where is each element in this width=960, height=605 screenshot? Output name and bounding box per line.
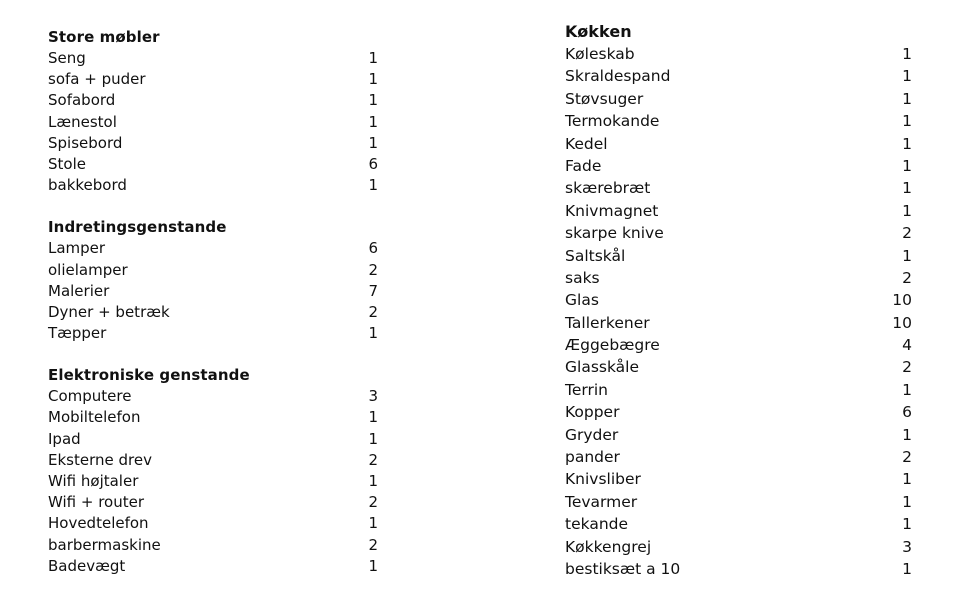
item-quantity: 2 (368, 450, 378, 469)
item-name: Knivmagnet (565, 201, 659, 220)
item-quantity: 1 (902, 425, 912, 444)
item-quantity: 1 (368, 49, 378, 67)
item-row (48, 450, 378, 471)
item-quantity: 1 (368, 556, 378, 575)
item-quantity: 7 (368, 281, 378, 300)
item-name: Mobiltelefon (48, 408, 141, 427)
item-row (48, 386, 378, 407)
item-name: Seng (48, 49, 86, 67)
item-quantity: 1 (368, 472, 378, 490)
item-quantity: 2 (902, 268, 912, 287)
item-quantity: 1 (368, 429, 378, 448)
section-koekken (565, 21, 912, 580)
item-row (565, 133, 912, 155)
item-name: Glasskåle (565, 358, 640, 377)
item-quantity: 1 (902, 492, 912, 511)
item-quantity: 1 (902, 112, 912, 131)
item-row (565, 245, 912, 267)
item-row (565, 177, 912, 199)
item-row (565, 356, 912, 378)
item-name: Wifi + router (48, 493, 145, 512)
item-name: saks (565, 268, 600, 287)
item-name: Termokande (565, 112, 660, 131)
item-quantity: 1 (902, 89, 912, 108)
item-row (565, 491, 912, 513)
item-quantity: 1 (902, 246, 912, 265)
item-name: Spisebord (48, 133, 123, 152)
item-row (48, 112, 378, 133)
item-name: Tevarmer (565, 492, 638, 511)
item-row (565, 110, 912, 132)
item-name: Fade (565, 156, 602, 175)
item-quantity: 6 (368, 239, 378, 258)
item-quantity: 1 (902, 515, 912, 534)
item-row (48, 133, 378, 154)
item-name: Sofabord (48, 91, 116, 110)
item-row (565, 267, 912, 289)
item-name: Saltskål (565, 246, 626, 265)
item-name: Køkkengrej (565, 537, 652, 556)
item-quantity: 3 (368, 387, 378, 406)
item-quantity: 1 (902, 134, 912, 153)
item-row (48, 429, 378, 450)
item-quantity: 1 (368, 133, 378, 152)
item-row (565, 334, 912, 356)
item-row (48, 238, 378, 259)
item-name: Computere (48, 387, 132, 406)
item-name: tekande (565, 515, 629, 534)
item-quantity: 6 (902, 403, 912, 422)
item-row (565, 513, 912, 535)
section-title: Store møbler (48, 28, 160, 46)
item-name: Kopper (565, 403, 620, 422)
item-name: Malerier (48, 281, 110, 300)
item-quantity: 2 (368, 302, 378, 321)
item-row (48, 535, 378, 556)
item-name: pander (565, 448, 620, 467)
item-row (565, 155, 912, 177)
item-row (565, 200, 912, 222)
item-row (48, 48, 378, 69)
section-title: Køkken (565, 22, 632, 41)
section-indretingsgenstande (48, 217, 378, 344)
item-name: skarpe knive (565, 224, 664, 243)
item-quantity: 1 (902, 45, 912, 63)
right-column (565, 21, 912, 601)
item-row (565, 401, 912, 423)
item-quantity: 1 (902, 470, 912, 489)
item-name: skærebræt (565, 179, 651, 198)
item-quantity: 1 (368, 324, 378, 343)
item-row (48, 175, 378, 196)
item-name: Knivsliber (565, 470, 641, 489)
item-name: Terrin (565, 380, 608, 399)
item-name: Hovedtelefon (48, 514, 149, 533)
item-row (48, 556, 378, 577)
item-name: Badevægt (48, 556, 126, 575)
item-name: bestiksæt a 10 (565, 559, 681, 578)
item-name: Stole (48, 154, 86, 173)
item-row (565, 424, 912, 446)
item-row (48, 492, 378, 513)
item-name: Gryder (565, 425, 619, 444)
item-name: Eksterne drev (48, 450, 152, 469)
item-name: Lamper (48, 239, 106, 258)
item-quantity: 1 (368, 70, 378, 89)
item-quantity: 2 (368, 493, 378, 512)
item-quantity: 2 (368, 260, 378, 279)
item-quantity: 1 (368, 91, 378, 110)
item-row (48, 513, 378, 534)
item-name: sofa + puder (48, 70, 146, 89)
item-name: Dyner + betræk (48, 302, 170, 321)
item-name: Lænestol (48, 112, 117, 131)
item-quantity: 1 (902, 179, 912, 198)
item-row (48, 323, 378, 344)
item-row (48, 260, 378, 281)
item-quantity: 1 (368, 112, 378, 131)
item-row (48, 69, 378, 90)
item-quantity: 2 (368, 535, 378, 554)
item-row (565, 379, 912, 401)
item-row (565, 468, 912, 490)
item-quantity: 1 (368, 514, 378, 533)
section-title: Elektroniske genstande (48, 366, 250, 385)
item-quantity: 1 (902, 67, 912, 86)
section-elektroniske-genstande (48, 365, 378, 577)
item-row (565, 446, 912, 468)
item-quantity: 10 (892, 313, 912, 332)
item-name: Kedel (565, 134, 608, 153)
item-name: Tæpper (48, 324, 107, 343)
item-quantity: 10 (892, 291, 912, 310)
item-name: Tallerkener (565, 313, 650, 332)
item-row (565, 536, 912, 558)
item-quantity: 4 (902, 336, 912, 355)
item-row (565, 312, 912, 334)
item-quantity: 2 (902, 448, 912, 467)
item-name: Skraldespand (565, 67, 671, 86)
item-name: Ipad (48, 429, 81, 448)
item-quantity: 1 (368, 408, 378, 427)
item-row (48, 471, 378, 492)
section-store-moebler (48, 27, 378, 196)
item-quantity: 2 (902, 358, 912, 377)
item-row (565, 65, 912, 87)
item-quantity: 1 (902, 201, 912, 220)
item-row (565, 558, 912, 580)
item-row (48, 281, 378, 302)
item-name: Køleskab (565, 45, 635, 63)
item-quantity: 6 (368, 154, 378, 173)
item-quantity: 1 (902, 559, 912, 578)
item-name: bakkebord (48, 176, 127, 195)
item-quantity: 2 (902, 224, 912, 243)
item-row (48, 154, 378, 175)
item-name: Glas (565, 291, 599, 310)
item-name: barbermaskine (48, 535, 161, 554)
item-row (565, 289, 912, 311)
item-quantity: 1 (902, 156, 912, 175)
item-row (565, 43, 912, 65)
item-quantity: 3 (902, 537, 912, 556)
item-name: Støvsuger (565, 89, 644, 108)
item-row (565, 222, 912, 244)
item-quantity: 1 (902, 380, 912, 399)
item-name: Æggebægre (565, 336, 660, 355)
item-name: olielamper (48, 260, 128, 279)
left-column (48, 27, 378, 598)
item-row (48, 407, 378, 428)
item-row (565, 88, 912, 110)
item-row (48, 90, 378, 111)
section-title: Indretingsgenstande (48, 218, 227, 237)
item-row (48, 302, 378, 323)
item-quantity: 1 (368, 176, 378, 195)
item-name: Wifi højtaler (48, 472, 139, 490)
